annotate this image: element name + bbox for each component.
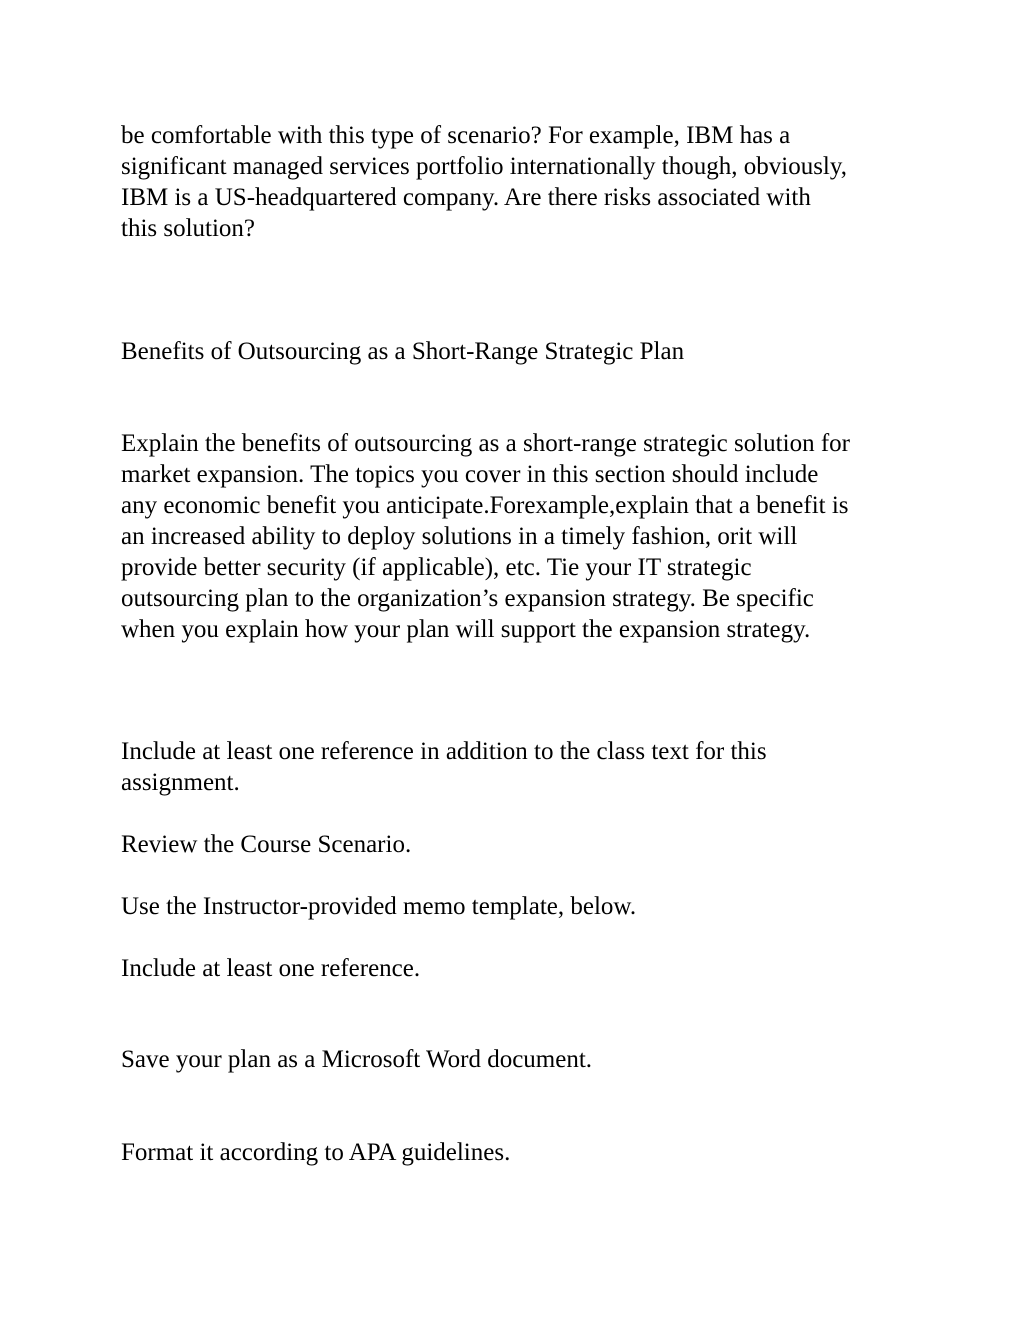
text-line: any economic benefit you anticipate.Forexample,explain that a benefit is — [121, 492, 849, 519]
text-line: Explain the benefits of outsourcing as a short-range strategic solution for — [121, 430, 850, 457]
text-line: when you explain how your plan will support the expansion strategy. — [121, 616, 811, 643]
text-line: this solution? — [121, 215, 256, 242]
text-line: Save your plan as a Microsoft Word document. — [121, 1046, 593, 1073]
text-line: significant managed services portfolio internationally though, obviously, — [121, 153, 848, 180]
intro-paragraph — [121, 120, 921, 244]
text-line: Format it according to APA guidelines. — [121, 1139, 511, 1166]
instruction-one-reference — [121, 953, 921, 984]
instruction-save — [121, 1044, 921, 1075]
text-line: market expansion. The topics you cover in this section should include — [121, 461, 819, 488]
text-line: Include at least one reference in addition to the class text for this — [121, 738, 767, 765]
text-line: Include at least one reference. — [121, 955, 421, 982]
text-line: an increased ability to deploy solutions in a timely fashion, orit will — [121, 523, 798, 550]
text-line: Use the Instructor-provided memo template, below. — [121, 893, 637, 920]
text-line: assignment. — [121, 769, 240, 796]
text-line: Review the Course Scenario. — [121, 831, 412, 858]
instruction-template — [121, 891, 921, 922]
text-line: be comfortable with this type of scenario? For example, IBM has a — [121, 122, 791, 149]
instruction-format — [121, 1137, 921, 1168]
benefits-paragraph — [121, 428, 921, 645]
text-line: provide better security (if applicable), etc. Tie your IT strategic — [121, 554, 752, 581]
heading-text: Benefits of Outsourcing as a Short-Range Strategic Plan — [121, 338, 685, 365]
text-line: outsourcing plan to the organization’s expansion strategy. Be specific — [121, 585, 814, 612]
section-heading — [121, 336, 921, 367]
reference-paragraph — [121, 736, 921, 798]
text-line: IBM is a US-headquartered company. Are there risks associated with — [121, 184, 811, 211]
instruction-review — [121, 829, 921, 860]
